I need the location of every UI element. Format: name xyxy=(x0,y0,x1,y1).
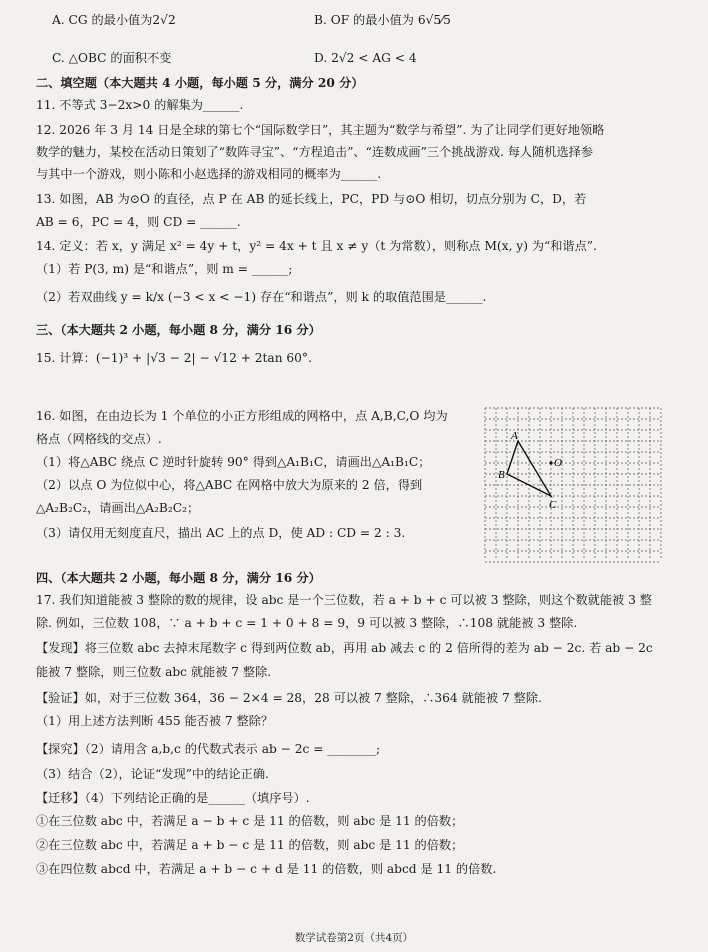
question-17-line1: 17. 我们知道能被 3 整除的数的规律，设 abc 是一个三位数，若 a + b + c 可以被 3 整除，则这个数就能被 3 整 xyxy=(36,593,652,607)
section-heading-2: 二、填空题（本大题共 4 小题，每小题 5 分，满分 20 分） xyxy=(36,76,364,90)
question-16-part2: （2）以点 O 为位似中心，将△ABC 在网格中放大为原来的 2 倍，得到 xyxy=(36,478,423,492)
question-17-part4: 【迁移】（4）下列结论正确的是______（填序号）. xyxy=(36,791,310,805)
choice-d: D. 2√2 < AG < 4 xyxy=(314,51,417,65)
question-17-part3: （3）结合（2），论证“发现”中的结论正确. xyxy=(36,767,269,781)
question-16-part3: （3）请仅用无刻度直尺，描出 AC 上的点 D，使 AD : CD = 2 : 3. xyxy=(36,526,406,540)
label-b: B xyxy=(498,469,505,481)
question-13-line2: AB = 6，PC = 4，则 CD = ______. xyxy=(36,215,241,229)
section-heading-3: 三、（本大题共 2 小题，每小题 8 分，满分 16 分） xyxy=(36,323,321,337)
choice-b: B. OF 的最小值为 6√5⁄5 xyxy=(314,13,451,27)
question-14-part1: （1）若 P(3, m) 是“和谐点”，则 m = ______; xyxy=(36,262,293,276)
verification: 【验证】如，对于三位数 364，36 − 2×4 = 28，28 可以被 7 整除，∴364 就能被 7 整除. xyxy=(36,691,542,705)
option-2: ②在三位数 abc 中，若满足 a + b − c 是 11 的倍数，则 abc 是 11 的倍数； xyxy=(36,838,464,852)
choice-c: C. △OBC 的面积不变 xyxy=(52,51,172,65)
grid-figure xyxy=(481,404,669,564)
label-o: O xyxy=(554,457,562,469)
discovery-line1: 【发现】将三位数 abc 去掉末尾数字 c 得到两位数 ab，再用 ab 减去 c 的 2 倍所得的差为 ab − 2c. 若 ab − 2c xyxy=(36,641,653,655)
question-13-line1: 13. 如图，AB 为⊙O 的直径，点 P 在 AB 的延长线上，PC，PD 与⊙O 相切，切点分别为 C，D，若 xyxy=(36,192,587,206)
label-c: C xyxy=(549,499,557,511)
page-footer: 数学试卷第2页（共4页） xyxy=(294,932,414,944)
question-12-line2: 数学的魅力，某校在活动日策划了“数阵寻宝”、“方程追击”、“连数成画”三个挑战游戏. 每人随机选择参 xyxy=(36,145,594,159)
discovery-line2: 能被 7 整除，则三位数 abc 就能被 7 整除. xyxy=(36,665,272,679)
point-o xyxy=(549,461,552,464)
question-12-line3: 与其中一个游戏，则小陈和小赵选择的游戏相同的概率为______. xyxy=(36,167,382,181)
question-16-line2: 格点（网格线的交点）. xyxy=(36,432,162,446)
question-16-part2-cont: △A₂B₂C₂，请画出△A₂B₂C₂； xyxy=(36,501,200,515)
option-3: ③在四位数 abcd 中，若满足 a + b − c + d 是 11 的倍数，则 abcd 是 11 的倍数. xyxy=(36,862,497,876)
question-16-part1: （1）将△ABC 绕点 C 逆时针旋转 90° 得到△A₁B₁C，请画出△A₁B₁C； xyxy=(36,455,431,469)
choice-a: A. CG 的最小值为2√2 xyxy=(52,13,176,27)
label-a: A xyxy=(511,430,518,442)
question-16-line1: 16. 如图，在由边长为 1 个单位的小正方形组成的网格中，点 A,B,C,O 均为 xyxy=(36,409,448,423)
question-14-part2: （2）若双曲线 y = k/x (−3 < x < −1) 存在“和谐点”，则 k 的取值范围是______. xyxy=(36,290,487,304)
question-17-part1: （1）用上述方法判断 455 能否被 7 整除？ xyxy=(36,714,274,728)
question-11: 11. 不等式 3−2x>0 的解集为______. xyxy=(36,98,244,112)
section-heading-4: 四、（本大题共 2 小题，每小题 8 分，满分 16 分） xyxy=(36,571,321,585)
question-14: 14. 定义：若 x，y 满足 x² = 4y + t，y² = 4x + t 且 x ≠ y（t 为常数），则称点 M(x, y) 为“和谐点”. xyxy=(36,239,597,253)
option-1: ①在三位数 abc 中，若满足 a − b + c 是 11 的倍数，则 abc 是 11 的倍数； xyxy=(36,814,464,828)
question-15: 15. 计算：(−1)³ + |√3 − 2| − √12 + 2tan 60°. xyxy=(36,351,312,365)
question-17-line2: 除. 例如，三位数 108，∵ a + b + c = 1 + 0 + 8 = 9，9 可以被 3 整除，∴108 就能被 3 整除. xyxy=(36,616,578,630)
question-17-part2: 【探究】（2）请用含 a,b,c 的代数式表示 ab − 2c = ________; xyxy=(36,742,381,756)
question-12-line1: 12. 2026 年 3 月 14 日是全球的第七个“国际数学日”，其主题为“数学与希望”. 为了让同学们更好地领略 xyxy=(36,123,605,137)
